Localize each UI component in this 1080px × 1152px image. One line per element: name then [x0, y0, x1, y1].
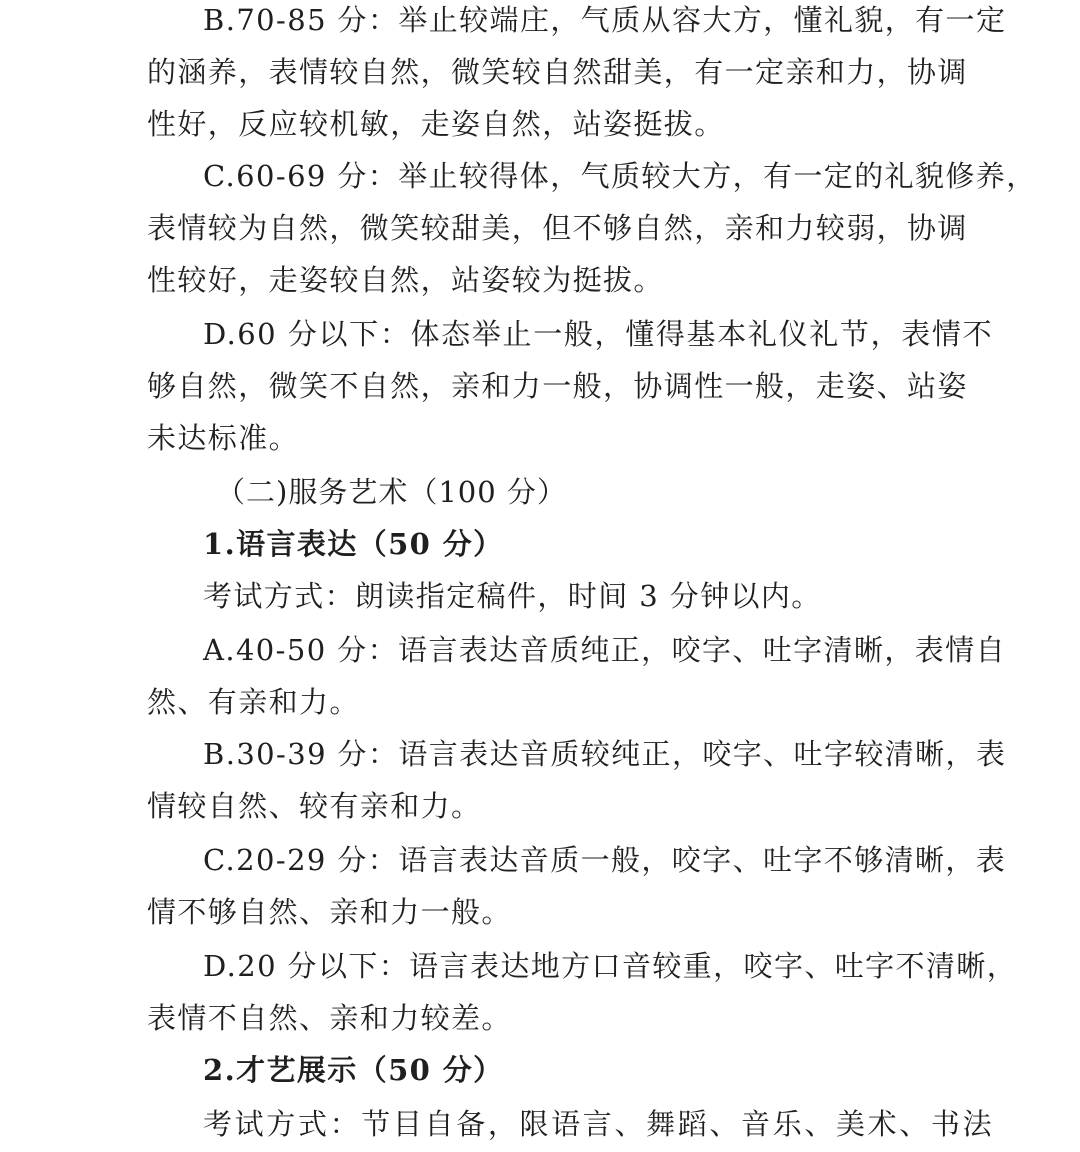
paragraph-line: C.20-29 分：语言表达音质一般，咬字、吐字不够清晰，表 [203, 843, 1007, 877]
paragraph-line: 表情较为自然，微笑较甜美，但不够自然，亲和力较弱，协调 [147, 211, 968, 245]
paragraph-line: B.70-85 分：举止较端庄，气质从容大方，懂礼貌，有一定 [203, 3, 1007, 37]
paragraph-line: 情不够自然、亲和力一般。 [147, 895, 512, 929]
paragraph-line: 表情不自然、亲和力较差。 [147, 1001, 512, 1035]
paragraph-line: D.60 分以下：体态举止一般，懂得基本礼仪礼节，表情不 [203, 317, 993, 351]
paragraph-line: 情较自然、较有亲和力。 [147, 789, 482, 823]
subsection-heading: 2.才艺展示（50 分） [203, 1053, 504, 1087]
paragraph-line: B.30-39 分：语言表达音质较纯正，咬字、吐字较清晰，表 [203, 737, 1007, 771]
paragraph-line: C.60-69 分：举止较得体，气质较大方，有一定的礼貌修养， [203, 159, 1037, 193]
subsection-heading: 1.语言表达（50 分） [203, 527, 504, 561]
paragraph-line: 未达标准。 [147, 421, 300, 455]
paragraph-line: 够自然，微笑不自然，亲和力一般，协调性一般，走姿、站姿 [147, 369, 968, 403]
paragraph-line: 的涵养，表情较自然，微笑较自然甜美，有一定亲和力，协调 [147, 55, 968, 89]
paragraph-line: 考试方式：朗读指定稿件，时间 3 分钟以内。 [203, 579, 822, 613]
paragraph-line: 性较好，走姿较自然，站姿较为挺拔。 [147, 263, 664, 297]
paragraph-line: A.40-50 分：语言表达音质纯正，咬字、吐字清晰，表情自 [203, 633, 1006, 667]
section-heading: （二)服务艺术（100 分） [216, 475, 567, 509]
paragraph-line: 然、有亲和力。 [147, 685, 360, 719]
paragraph-line: 性好，反应较机敏，走姿自然，站姿挺拔。 [147, 107, 725, 141]
paragraph-line: 考试方式：节目自备，限语言、舞蹈、音乐、美术、书法 [203, 1107, 993, 1141]
paragraph-line: D.20 分以下：语言表达地方口音较重，咬字、吐字不清晰， [203, 949, 1018, 983]
